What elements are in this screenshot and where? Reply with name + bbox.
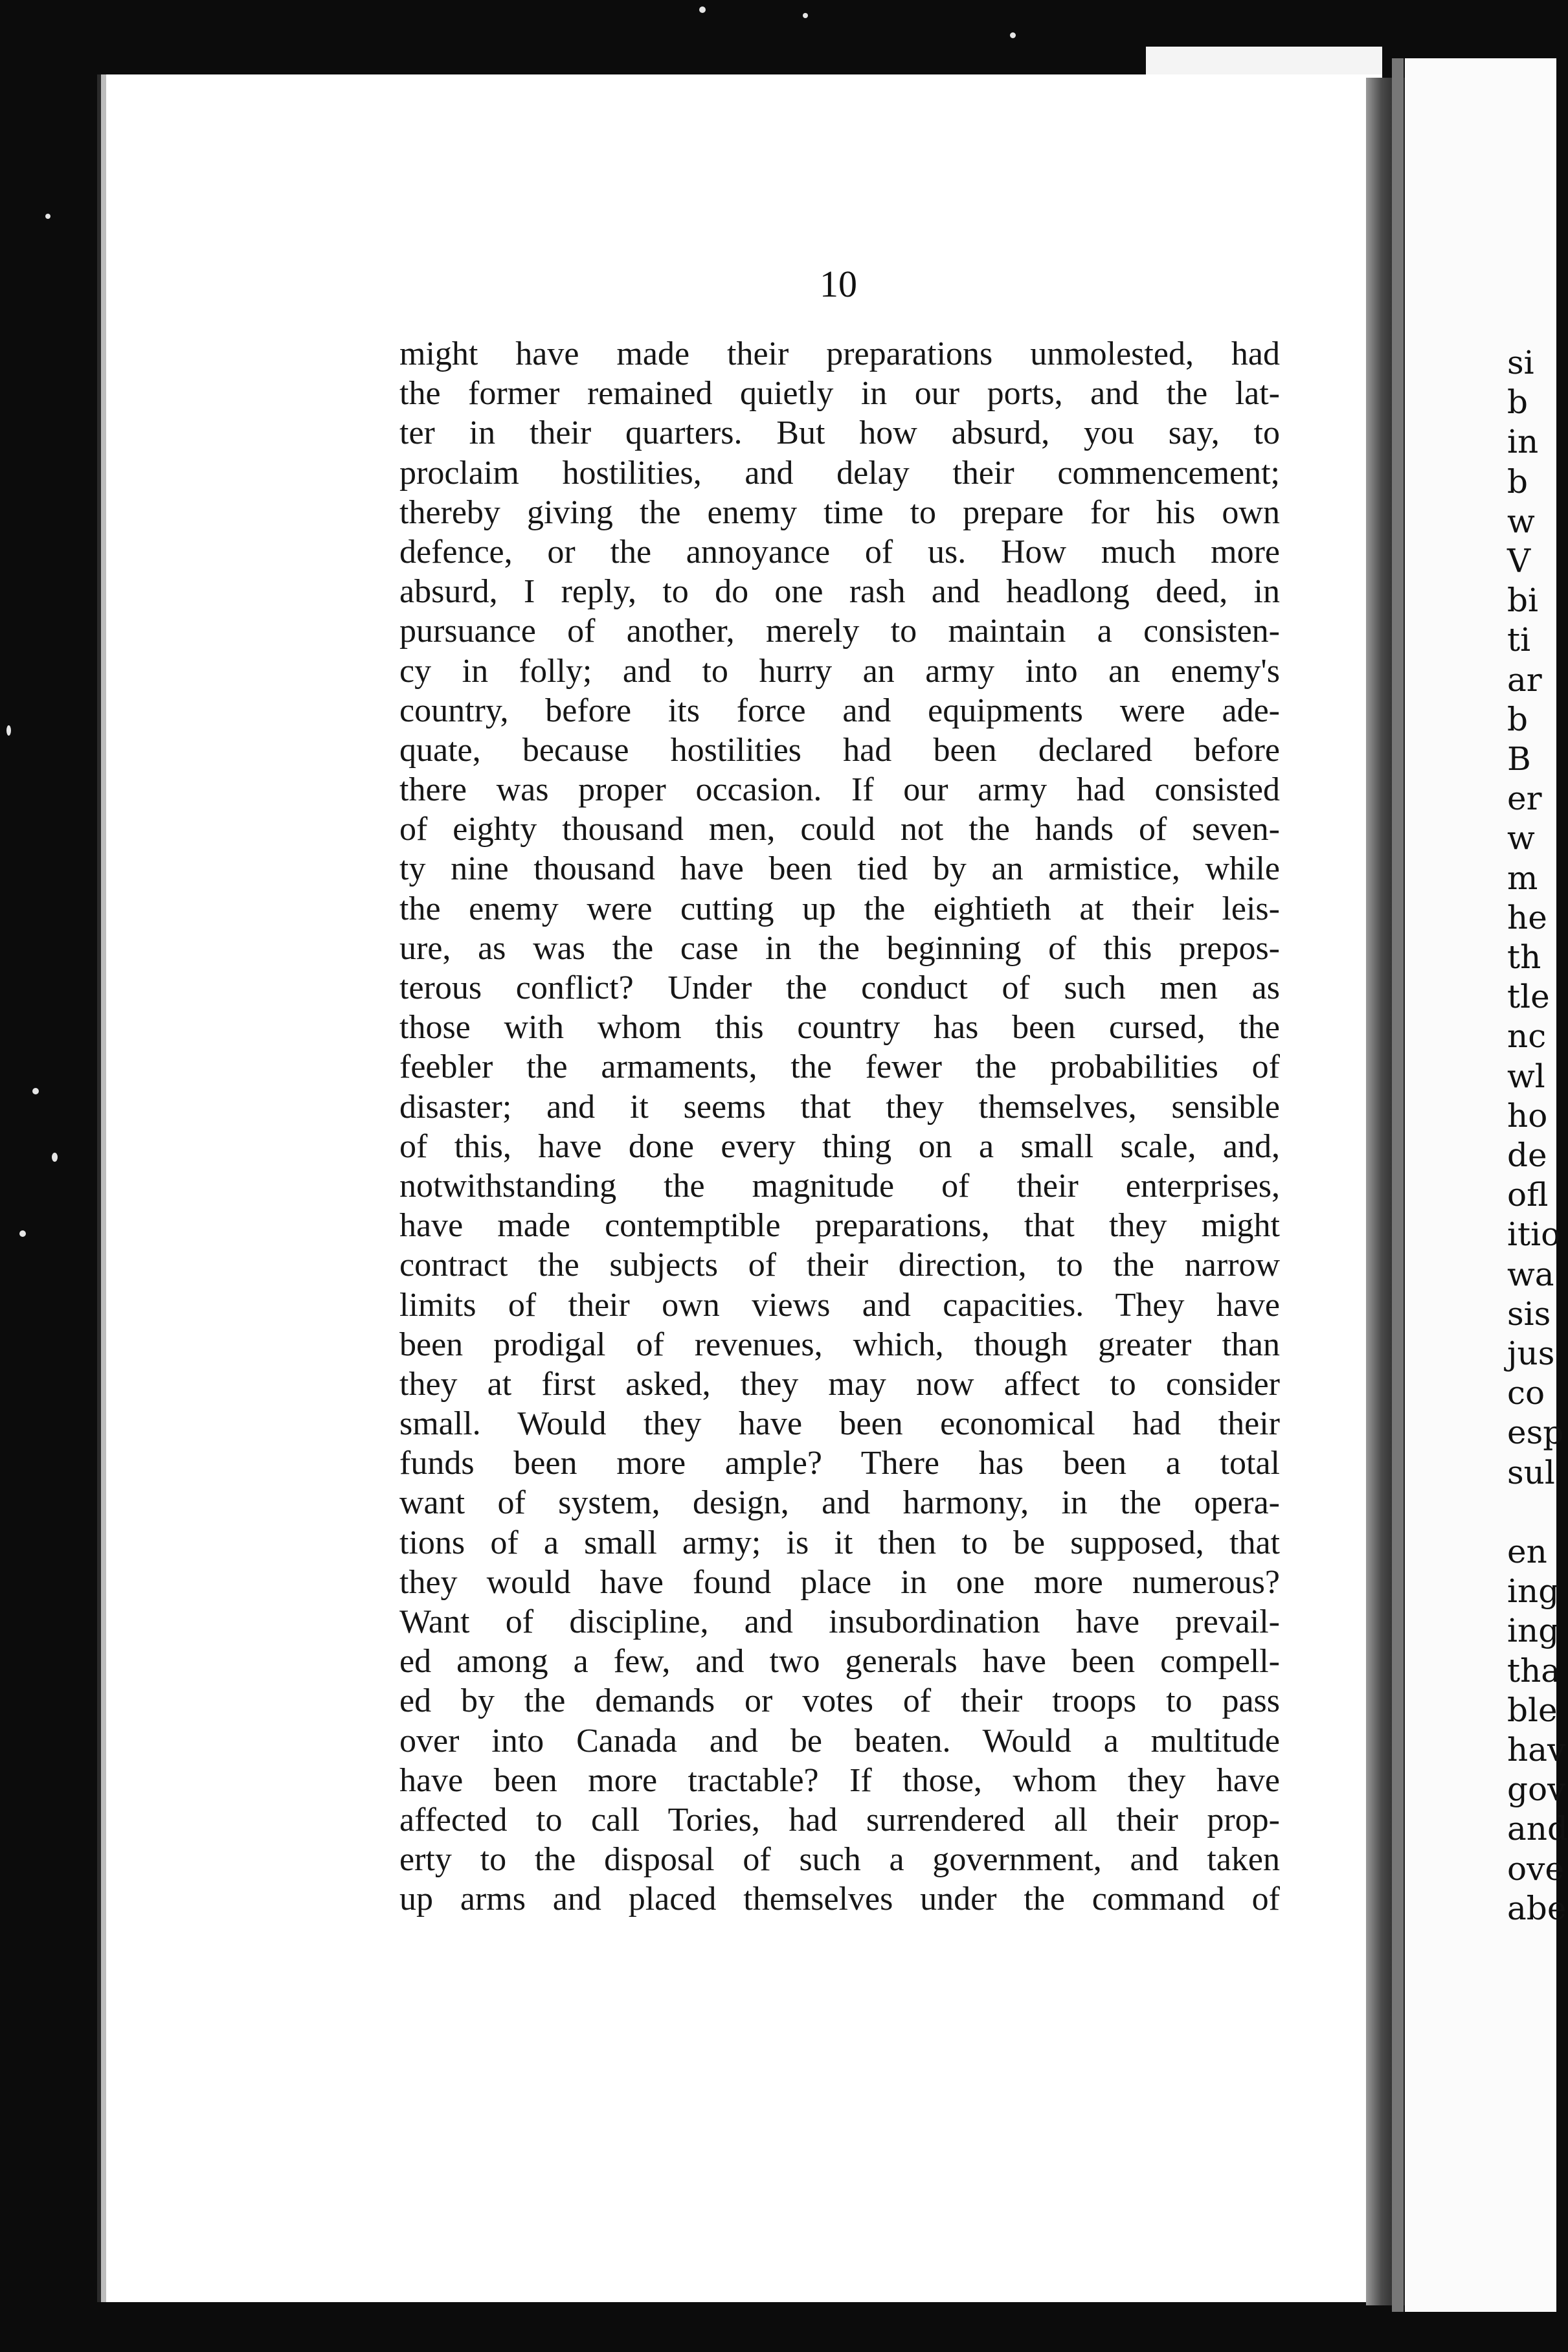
page-edge-top <box>1146 47 1382 78</box>
binding-gutter <box>1392 58 1404 2312</box>
text-line: might have made their preparations unmolested, had <box>399 335 1280 372</box>
facing-line-fragment: ing <box>1507 1572 1560 1611</box>
text-line: pursuance of another, merely to maintain a consisten- <box>399 613 1280 650</box>
text-line: been prodigal of revenues, which, though greater than <box>399 1326 1280 1363</box>
facing-line-fragment: gov <box>1507 1770 1566 1809</box>
text-line: they would have found place in one more numerous? <box>399 1563 1280 1601</box>
facing-line-fragment: si <box>1507 344 1534 381</box>
scan-speck <box>6 725 11 736</box>
text-line: defence, or the annoyance of us. How much more <box>399 533 1280 571</box>
facing-line-fragment: in <box>1507 423 1539 461</box>
facing-line-fragment: w <box>1507 502 1535 540</box>
facing-line-fragment: ar <box>1507 661 1542 699</box>
facing-line-fragment: b <box>1507 700 1529 738</box>
facing-line-fragment: sis <box>1507 1295 1551 1333</box>
facing-line-fragment: ove <box>1507 1849 1564 1888</box>
facing-line-fragment: esp <box>1507 1414 1564 1452</box>
text-line: absurd, I reply, to do one rash and headlong deed, in <box>399 573 1280 611</box>
facing-line-fragment: ing <box>1507 1612 1560 1650</box>
text-line: feebler the armaments, the fewer the probabilities of <box>399 1048 1280 1086</box>
text-line: have made contemptible preparations, that they might <box>399 1207 1280 1245</box>
facing-line-fragment: b <box>1507 462 1529 501</box>
facing-line-fragment: B <box>1507 740 1531 778</box>
scan-speck <box>699 6 706 13</box>
text-line: the former remained quietly in our ports, and the lat- <box>399 375 1280 413</box>
text-line: ty nine thousand have been tied by an armistice, while <box>399 850 1280 888</box>
text-line: funds been more ample? There has been a total <box>399 1445 1280 1482</box>
text-line: they at first asked, they may now affect to consider <box>399 1365 1280 1403</box>
text-line: proclaim hostilities, and delay their commencement; <box>399 454 1280 492</box>
text-line: contract the subjects of their direction, to the narrow <box>399 1247 1280 1284</box>
facing-line-fragment: er <box>1507 780 1542 818</box>
facing-line-fragment: hav <box>1507 1731 1566 1769</box>
text-line: ter in their quarters. But how absurd, you say, to <box>399 414 1280 452</box>
text-line: notwithstanding the magnitude of their enterprises, <box>399 1167 1280 1204</box>
scan-speck <box>1010 32 1016 38</box>
facing-line-fragment: he <box>1507 898 1547 936</box>
facing-line-fragment: and <box>1507 1810 1568 1848</box>
facing-line-fragment: tle <box>1507 978 1550 1016</box>
facing-line-fragment: w <box>1507 819 1535 857</box>
facing-line-fragment: itio <box>1507 1216 1561 1254</box>
text-line: limits of their own views and capacities. They have <box>399 1286 1280 1324</box>
facing-line-fragment: ofl <box>1507 1176 1549 1214</box>
scan-speck <box>52 1153 58 1162</box>
text-line: erty to the disposal of such a government, and taken <box>399 1841 1280 1879</box>
facing-line-fragment: m <box>1507 859 1538 897</box>
text-line: ure, as was the case in the beginning of this prepos- <box>399 929 1280 967</box>
facing-line-fragment: ble <box>1507 1691 1558 1729</box>
text-line: of this, have done every thing on a small scale, and, <box>399 1127 1280 1165</box>
text-line: over into Canada and be beaten. Would a multitude <box>399 1722 1280 1759</box>
scan-speck <box>803 13 808 18</box>
text-line: quate, because hostilities had been declared before <box>399 731 1280 769</box>
text-line: Want of discipline, and insubordination have prevail- <box>399 1603 1280 1640</box>
scan-speck <box>19 1230 26 1237</box>
text-line: cy in folly; and to hurry an army into an enemy's <box>399 652 1280 690</box>
text-line: want of system, design, and harmony, in the opera- <box>399 1484 1280 1522</box>
facing-line-fragment: de <box>1507 1136 1547 1174</box>
text-line: terous conflict? Under the conduct of such men as <box>399 969 1280 1006</box>
facing-line-fragment: ho <box>1507 1096 1548 1135</box>
text-line: small. Would they have been economical had their <box>399 1405 1280 1443</box>
scan-speck <box>32 1088 39 1094</box>
text-line: ed among a few, and two generals have been compell- <box>399 1643 1280 1680</box>
body-text <box>399 334 1280 1919</box>
text-line: thereby giving the enemy time to prepare for his own <box>399 493 1280 531</box>
facing-line-fragment: abe <box>1507 1889 1567 1927</box>
facing-line-fragment: tha <box>1507 1651 1561 1690</box>
facing-line-fragment: V <box>1507 542 1531 580</box>
text-line: ed by the demands or votes of their troops to pass <box>399 1682 1280 1720</box>
facing-line-fragment: th <box>1507 938 1541 976</box>
text-line: affected to call Tories, had surrendered all their prop- <box>399 1801 1280 1838</box>
facing-line-fragment: nc <box>1507 1017 1547 1056</box>
facing-line-fragment: en <box>1507 1533 1547 1570</box>
text-line: country, before its force and equipments were ade- <box>399 692 1280 729</box>
facing-line-fragment: wl <box>1507 1057 1545 1095</box>
facing-line-fragment: co <box>1507 1374 1545 1412</box>
text-line: disaster; and it seems that they themselves, sensible <box>399 1088 1280 1125</box>
text-line: tions of a small army; is it then to be supposed, that <box>399 1524 1280 1561</box>
page-number: 10 <box>820 263 857 305</box>
facing-line-fragment: jus <box>1507 1335 1555 1372</box>
text-line: those with whom this country has been cursed, the <box>399 1009 1280 1046</box>
facing-line-fragment: bi <box>1507 582 1538 620</box>
text-line: have been more tractable? If those, whom they have <box>399 1761 1280 1799</box>
text-line: up arms and placed themselves under the command of <box>399 1881 1280 1918</box>
facing-line-fragment: b <box>1507 383 1529 422</box>
facing-line-fragment: wa <box>1507 1255 1554 1293</box>
facing-line-fragment: ti <box>1507 621 1531 659</box>
text-line: the enemy were cutting up the eightieth at their leis- <box>399 890 1280 927</box>
facing-line-fragment: sul <box>1507 1453 1555 1491</box>
text-line: there was proper occasion. If our army had consisted <box>399 771 1280 809</box>
scan-speck <box>45 214 50 219</box>
text-line: of eighty thousand men, could not the hands of seven- <box>399 811 1280 848</box>
